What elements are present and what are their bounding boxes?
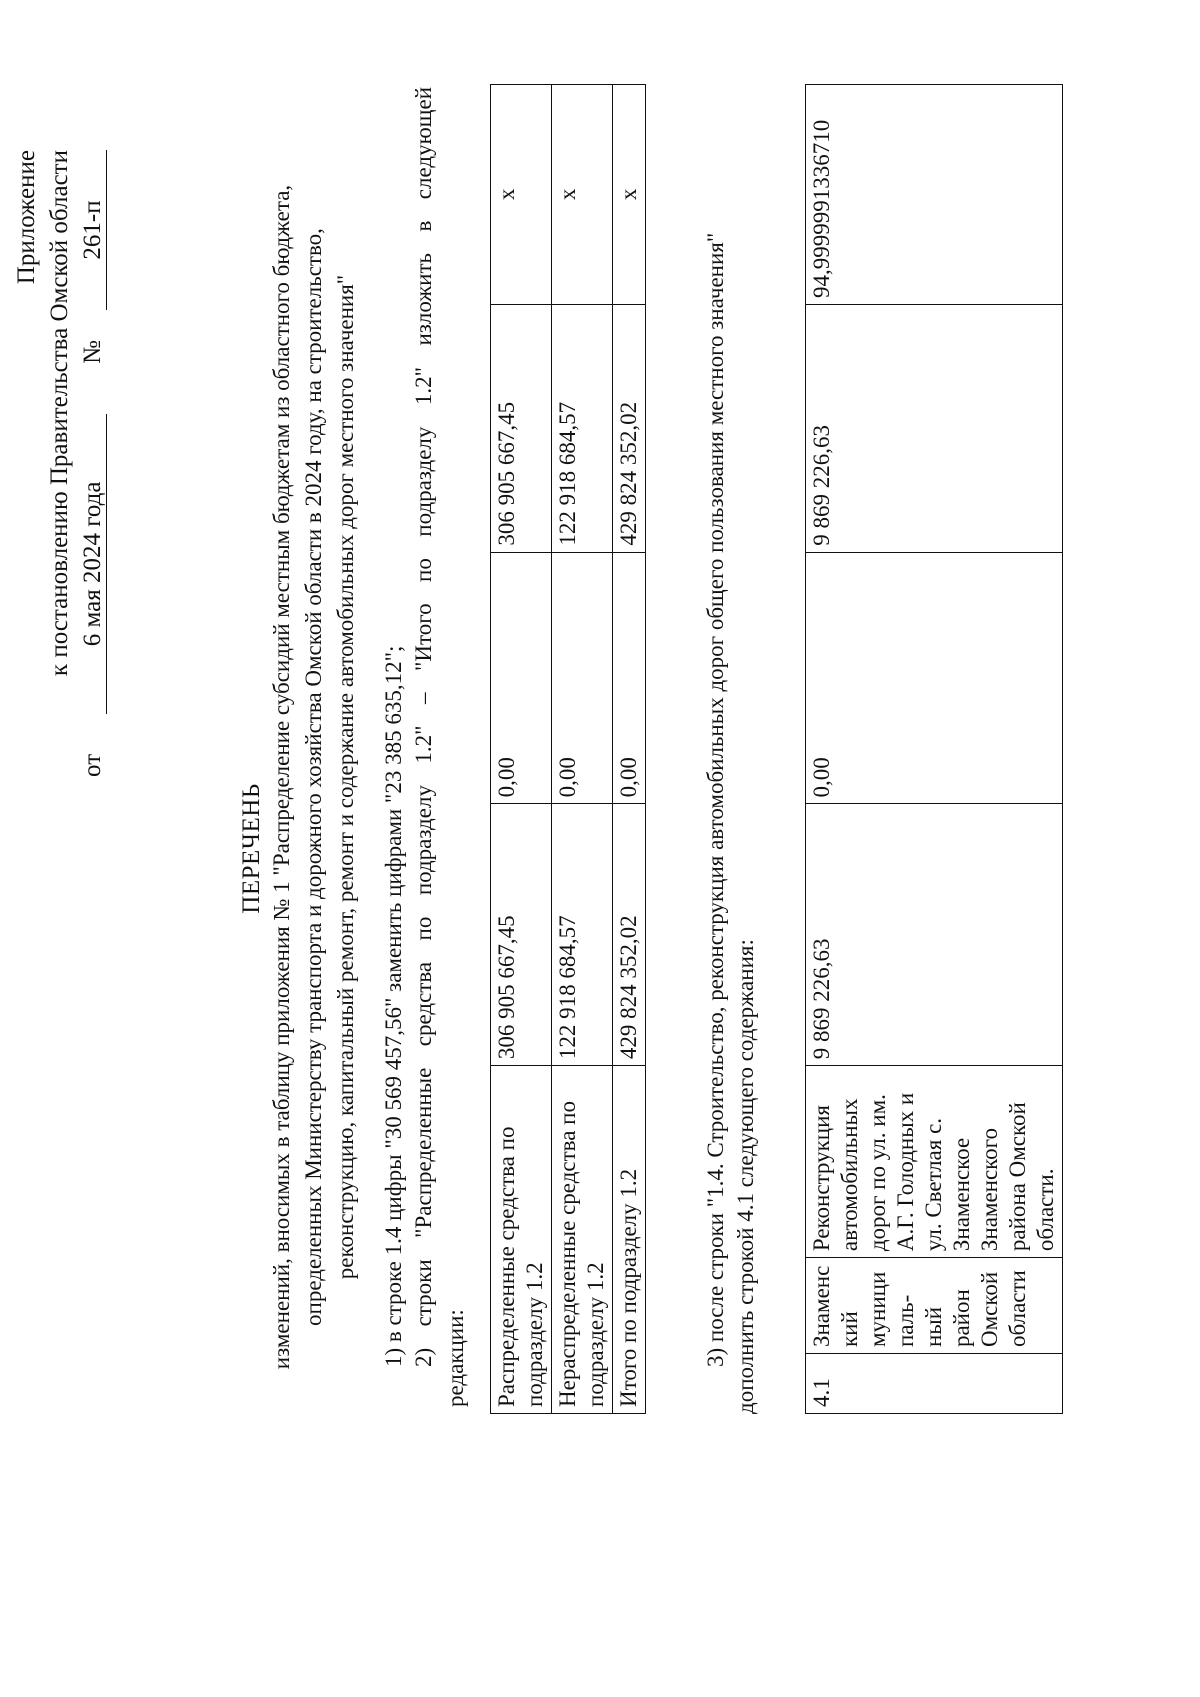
- appendix-label: Приложение: [13, 150, 40, 285]
- cell-amount: 122 918 684,57: [552, 804, 613, 1066]
- item-3-text: 3) после строки "1.4. Строительство, реконструкция автомобильных дорог общего пользования местного значения": [703, 232, 728, 1367]
- row-label: Нераспределенные средства по подразделу 1.2: [552, 1066, 613, 1414]
- object-cell: Реконструкция автомобильных дорог по ул. им. А.Г. Голодных и ул. Светлая с. Знаменское Знаменского района Омской области.: [806, 1066, 1063, 1258]
- document-title: ПЕРЕЧЕНЬ: [238, 783, 265, 914]
- cell-amount: 429 824 352,02: [613, 304, 646, 552]
- subtitle-line: реконструкцию, капитальный ремонт, ремонт и содержание автомобильных дорог местного значения": [333, 274, 358, 1280]
- cell-amount: 9 869 226,63: [806, 804, 1063, 1066]
- item-2-text-continued: редакции:: [443, 1309, 468, 1407]
- cell-amount: 0,00: [552, 552, 613, 804]
- row-number: 4.1: [806, 1354, 1063, 1414]
- cell-amount: 0,00: [806, 552, 1063, 804]
- from-label: от: [79, 753, 106, 777]
- item-1-text: 1) в строке 1.4 цифры "30 569 457,56" заменить цифрами "23 385 635,12";: [381, 645, 406, 1367]
- item-3-text-continued: дополнить строкой 4.1 следующего содержания:: [733, 939, 758, 1414]
- new-row-table: [805, 84, 1063, 1414]
- document-subtitle: [266, 87, 362, 1467]
- cell-amount: 306 905 667,45: [491, 804, 552, 1066]
- municipality-cell: Знаменский муниципаль-ный район Омской области: [806, 1258, 1063, 1354]
- cell-mark: x: [491, 85, 552, 305]
- subtitle-line: определенных Министерству транспорта и дорожного хозяйства Омской области в 2024 году, на строительство,: [301, 228, 326, 1326]
- cell-amount: 429 824 352,02: [613, 804, 646, 1066]
- cell-amount: 0,00: [613, 552, 646, 804]
- cell-amount: 122 918 684,57: [552, 304, 613, 552]
- subtitle-line: изменений, вносимых в таблицу приложения № 1 "Распределение субсидий местным бюджетам из областного бюджета,: [269, 184, 294, 1370]
- cell-amount: 306 905 667,45: [491, 304, 552, 552]
- cell-percent: 94,9999991336710: [806, 85, 1063, 305]
- row-label: Распределенные средства по подразделу 1.2: [491, 1066, 552, 1414]
- table-row: [491, 85, 552, 1414]
- decree-date: 6 мая 2024 года: [80, 414, 107, 714]
- decree-number: 261-п: [80, 150, 107, 310]
- item-2-text: 2) строки "Распределенные средства по подразделу 1.2" – "Итого по подразделу 1.2" изложить в следующей: [411, 87, 436, 1367]
- cell-amount: 0,00: [491, 552, 552, 804]
- table-row: [552, 85, 613, 1414]
- decree-reference: к постановлению Правительства Омской области: [46, 150, 73, 677]
- subsection-totals-table: [490, 84, 646, 1414]
- table-row: [806, 85, 1063, 1414]
- appendix-header: [10, 150, 109, 1050]
- cell-amount: 9 869 226,63: [806, 305, 1063, 553]
- cell-mark: x: [552, 85, 613, 305]
- number-label: №: [79, 340, 106, 364]
- table-row: [613, 85, 646, 1414]
- decree-date-number-line: [76, 150, 109, 1050]
- cell-mark: x: [613, 85, 646, 305]
- row-label: Итого по подразделу 1.2: [613, 1066, 646, 1414]
